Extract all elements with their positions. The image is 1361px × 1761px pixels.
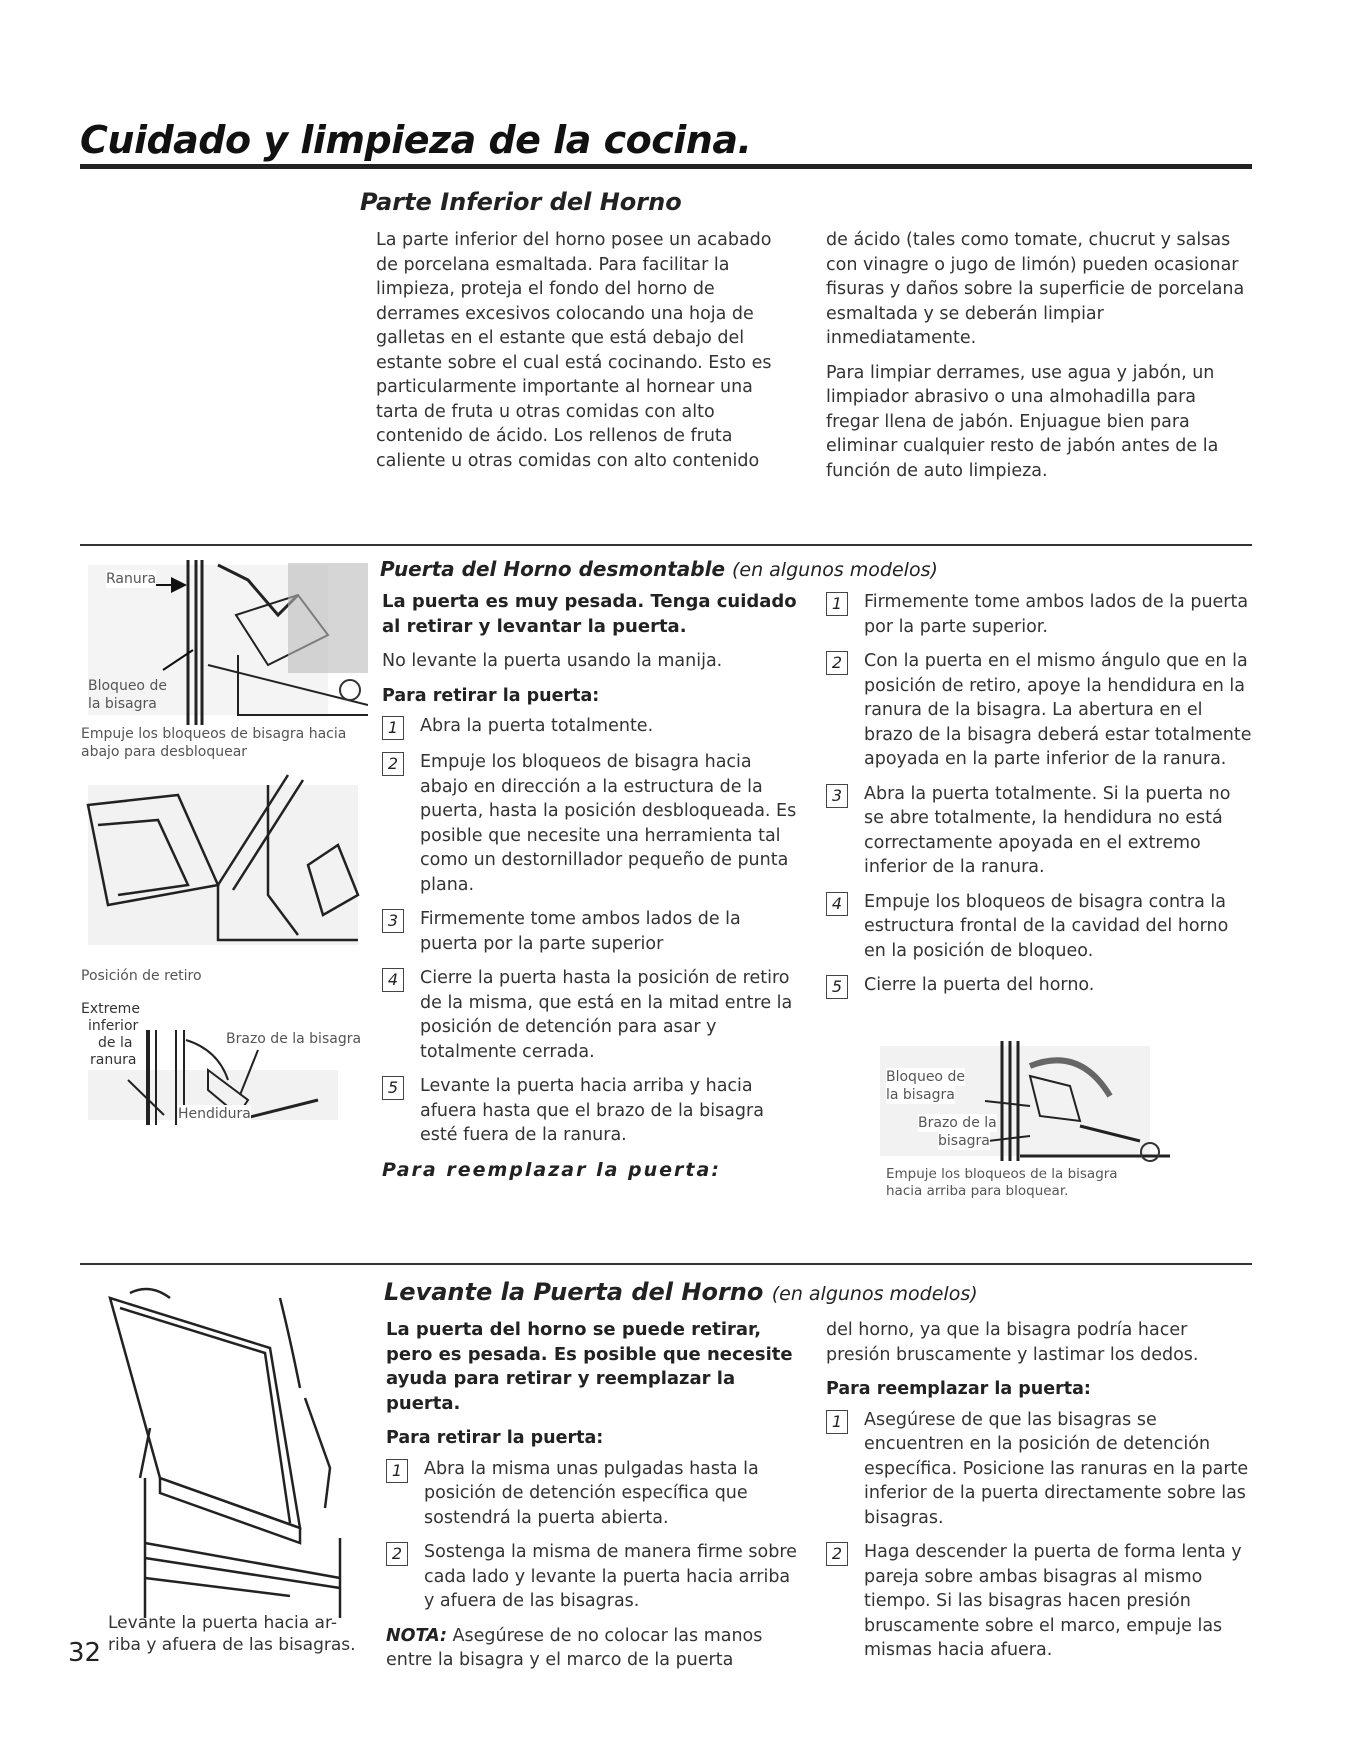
step-number-4: 4 [382, 968, 404, 992]
section2-heading-sub: (en algunos modelos) [731, 559, 938, 581]
remove-step-3 [382, 907, 802, 956]
remove-step-5 [382, 1074, 802, 1148]
door-removal-position-illustration [68, 765, 368, 965]
door-removal-warning: La puerta del horno se puede retirar, pero es pesada. Es posible que necesite ayuda para retirar y reemplazar la puerta. [386, 1319, 793, 1414]
remove-step-4 [382, 966, 802, 1064]
label-hendidura: Hendidura [178, 1106, 251, 1122]
step-text: Empuje los bloqueos de bisagra contra la estructura frontal de la cavidad del horno en la posición de bloqueo. [864, 891, 1229, 961]
step-text: Con la puerta en el mismo ángulo que en la posición de retiro, apoye la hendidura en la ranura de la bisagra. La abertura en el brazo de la bisagra deberá estar totalmente apoyada en la parte inferior de la ranura. [864, 651, 1252, 769]
step-number-1: 1 [382, 716, 404, 740]
door-weight-warning: La puerta es muy pesada. Tenga cuidado al retirar y levantar la puerta. [382, 591, 797, 637]
page-title: Cuidado y limpieza de la cocina. [80, 118, 752, 162]
step-text: Firmemente tome ambos lados de la puerta por la parte superior. [864, 592, 1249, 637]
fig4-label-brazo-l2: bisagra [938, 1133, 990, 1149]
label-brazo-bisagra: Brazo de la bisagra [226, 1031, 362, 1047]
replace-door-heading-2: Para reemplazar la puerta: [826, 1379, 1091, 1399]
section2-figures [68, 555, 368, 1120]
step-number-3: 3 [382, 909, 404, 933]
step-number-2: 2 [386, 1542, 408, 1566]
fig4-caption-l2: hacia arriba para bloquear. [886, 1183, 1069, 1199]
step-text: Firmemente tome ambos lados de la puerta por la parte superior [420, 909, 741, 954]
step-text: Empuje los bloqueos de bisagra hacia abajo en dirección a la estructura de la puerta, hasta la posición desbloqueada. Es posible que necesite una herramienta tal como un destornillador pequeño de punta plana. [420, 752, 797, 895]
step-text: Cierre la puerta hasta la posición de retiro de la misma, que está en la mitad entre la posición de detención para asar y totalmente cerrada. [420, 968, 793, 1062]
lift-door-illustration [90, 1278, 350, 1618]
step-number-5: 5 [826, 975, 848, 999]
hand-safety-note [386, 1624, 800, 1673]
step-number-5: 5 [382, 1076, 404, 1100]
remove-door-heading: Para retirar la puerta: [382, 685, 600, 706]
title-rule [80, 164, 1252, 169]
step-text: Haga descender la puerta de forma lenta y pareja sobre ambas bisagras al mismo tiempo. Si las bisagras hacen presión bruscamente sobre el marco, empuje las mismas hacia afuera. [864, 1542, 1242, 1660]
step-text: Sostenga la misma de manera firme sobre cada lado y levante la puerta hacia arriba y afuera de las bisagras. [424, 1542, 797, 1611]
label-extreme-l4: ranura [90, 1052, 137, 1068]
replace-step-3 [826, 782, 1254, 880]
label-extreme-l1: Extreme [81, 1001, 140, 1017]
section-heading-puerta-desmontable [380, 557, 1260, 581]
label-bloqueo-l1: Bloqueo de [88, 678, 167, 694]
label-extreme-l3: de la [98, 1035, 133, 1051]
step-number-4: 4 [826, 892, 848, 916]
note-label: NOTA: [386, 1625, 447, 1646]
step-text: Abra la puerta totalmente. Si la puerta no se abre totalmente, la hendidura no está correctamente apoyada en el extremo inferior de la ranura. [864, 783, 1231, 877]
section1-col2-p2: Para limpiar derrames, use agua y jabón, un limpiador abrasivo o una almohadilla para fregar llena de jabón. Enjuague bien para eliminar cualquier resto de jabón antes de la función de auto limpieza. [826, 362, 1219, 481]
section3-heading-main: Levante la Puerta del Horno [384, 1278, 764, 1306]
section2-col1 [382, 590, 802, 1192]
step-number-2: 2 [826, 1542, 848, 1566]
note-text: Asegúrese de no colocar las manos entre la bisagra y el marco de la puerta [386, 1625, 763, 1670]
section3-heading-sub: (en algunos modelos) [771, 1283, 978, 1305]
step-number-2: 2 [826, 651, 848, 675]
lift-door-caption-l2: riba y afuera de las bisagras. [108, 1635, 356, 1655]
section-heading-levante-puerta [384, 1278, 1264, 1306]
section2-col2 [826, 590, 1254, 1009]
section-divider [80, 1263, 1252, 1265]
remove-door-heading-2: Para retirar la puerta: [386, 1428, 604, 1448]
fig4-label-brazo-l1: Brazo de la [918, 1115, 997, 1131]
step-text: Abra la puerta totalmente. [420, 716, 654, 736]
step-number-1: 1 [386, 1459, 408, 1483]
section-divider [80, 544, 1252, 546]
fig4-caption [886, 1166, 1118, 1200]
replace-step-1 [826, 590, 1254, 639]
lift-remove-step-2 [386, 1540, 800, 1614]
lift-replace-step-1 [826, 1408, 1254, 1531]
remove-step-2 [382, 750, 802, 897]
label-ranura: Ranura [106, 571, 157, 587]
replace-step-5 [826, 973, 1254, 999]
replace-step-2 [826, 649, 1254, 772]
step-text: Asegúrese de que las bisagras se encuentren en la posición de detención específica. Posicione las ranuras en la parte inferior de la puerta directamente sobre las bisagras. [864, 1409, 1249, 1528]
section1-col2 [826, 228, 1251, 493]
section-heading-parte-inferior: Parte Inferior del Horno [360, 188, 682, 216]
fig4-label-bloqueo-l1: Bloqueo de [886, 1069, 965, 1085]
section3-col2-intro: del horno, ya que la bisagra podría hacer presión bruscamente y lastimar los dedos. [826, 1320, 1199, 1365]
section1-col1 [376, 228, 796, 483]
fig4-label-bloqueo-l2: la bisagra [886, 1087, 955, 1103]
section2-heading-main: Puerta del Horno desmontable [380, 557, 726, 581]
step-number-2: 2 [382, 752, 404, 776]
lift-remove-step-1 [386, 1457, 800, 1531]
remove-step-1 [382, 714, 802, 740]
step-number-1: 1 [826, 1410, 848, 1434]
section1-col1-text: La parte inferior del horno posee un acabado de porcelana esmaltada. Para facilitar la limpieza, proteja el fondo del horno de derrames excesivos colocando una hoja de galletas en el estante que está debajo del estante sobre el cual está cocinando. Esto es particularmente importante al hornear una tarta de fruta u otras comidas con alto contenido de ácido. Los rellenos de fruta caliente u otras comidas con alto contenido [376, 230, 772, 471]
label-bloqueo-l2: la bisagra [88, 696, 157, 712]
fig4-caption-l1: Empuje los bloqueos de la bisagra [886, 1166, 1118, 1182]
replace-step-4 [826, 890, 1254, 964]
page-number: 32 [68, 1638, 102, 1668]
hinge-lock-up-figure [880, 1036, 1170, 1164]
lift-door-caption [108, 1612, 356, 1656]
no-handle-note: No levante la puerta usando la manija. [382, 651, 723, 671]
label-extreme-l2: inferior [88, 1018, 139, 1034]
step-number-1: 1 [826, 592, 848, 616]
lift-replace-step-2 [826, 1540, 1254, 1663]
fig2-caption: Posición de retiro [81, 968, 202, 984]
replace-door-heading: Para reemplazar la puerta: [382, 1158, 721, 1181]
step-text: Cierre la puerta del horno. [864, 975, 1095, 995]
step-text: Levante la puerta hacia arriba y hacia afuera hasta que el brazo de la bisagra esté fuera de la ranura. [420, 1076, 764, 1145]
section3-col2 [826, 1318, 1254, 1673]
lift-door-caption-l1: Levante la puerta hacia ar- [108, 1613, 337, 1633]
step-text: Abra la misma unas pulgadas hasta la posición de detención específica que sostendrá la puerta abierta. [424, 1458, 759, 1528]
step-number-3: 3 [826, 784, 848, 808]
section3-col1 [386, 1318, 800, 1683]
section1-col2-p1: de ácido (tales como tomate, chucrut y salsas con vinagre o jugo de limón) pueden ocasionar fisuras y daños sobre la superficie de porcelana esmaltada y se deberán limpiar inmediatamente. [826, 230, 1245, 348]
fig1-caption: Empuje los bloqueos de bisagra hacia abajo para desbloquear [81, 726, 347, 760]
